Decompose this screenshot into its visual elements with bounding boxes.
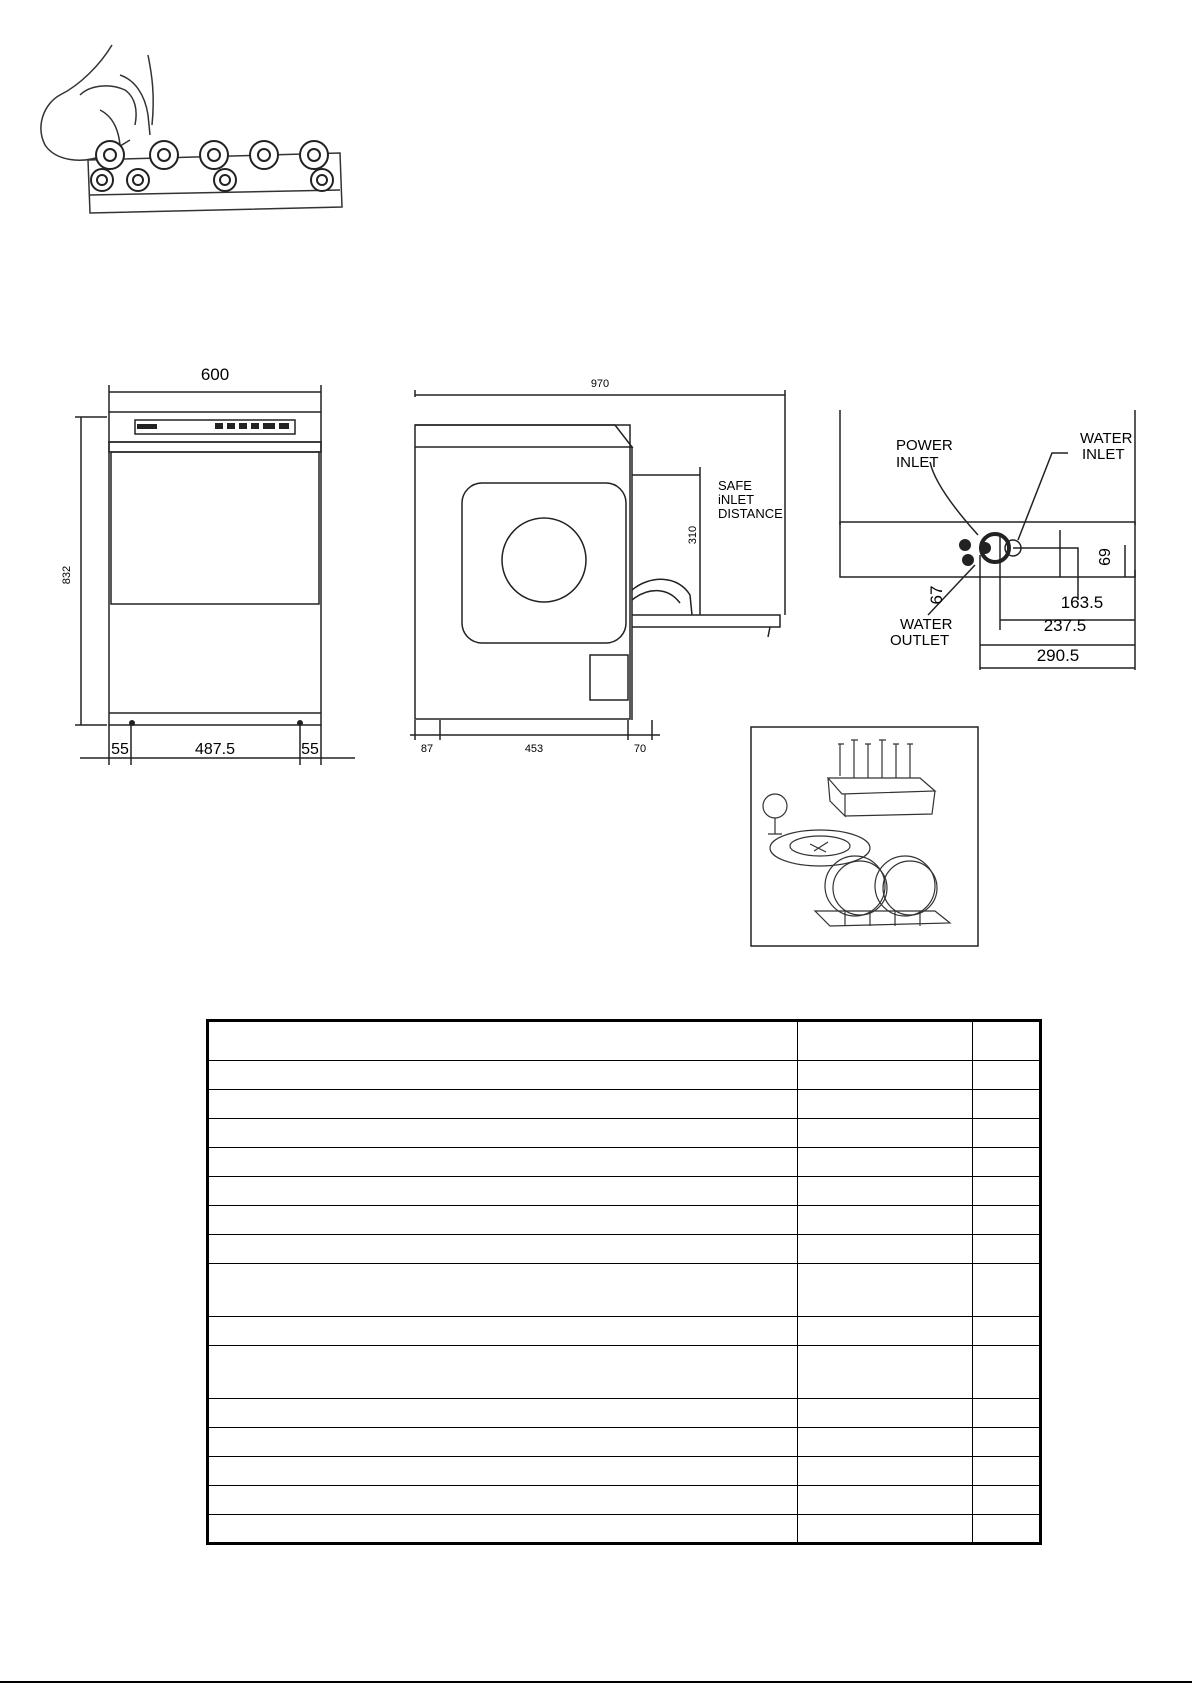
- table-row: [208, 1177, 1041, 1206]
- table-row: [208, 1457, 1041, 1486]
- hand-adjusting-nozzles-illustration: [20, 35, 350, 215]
- table-cell: [973, 1317, 1041, 1346]
- table-cell: [798, 1428, 973, 1457]
- dim-foot-left: 55: [111, 741, 129, 758]
- table-row: [208, 1317, 1041, 1346]
- table-cell: [973, 1428, 1041, 1457]
- table-cell: [973, 1119, 1041, 1148]
- table-row: [208, 1428, 1041, 1457]
- table-cell: [973, 1177, 1041, 1206]
- label-water-inlet-2: INLET: [1082, 446, 1125, 463]
- dim-67: 67: [927, 585, 946, 605]
- dim-290: 290.5: [1036, 646, 1080, 665]
- table-row: [208, 1515, 1041, 1544]
- table-cell: [208, 1061, 798, 1090]
- table-cell: [973, 1061, 1041, 1090]
- spec-table-body: [208, 1021, 1041, 1544]
- label-distance: DISTANCE: [718, 506, 783, 521]
- table-row: [208, 1264, 1041, 1317]
- table-cell: [798, 1235, 973, 1264]
- table-cell: [973, 1346, 1041, 1399]
- header-cell: [973, 1021, 1041, 1061]
- dim-rear: 87: [420, 743, 434, 755]
- table-cell: [798, 1317, 973, 1346]
- table-cell: [798, 1090, 973, 1119]
- dim-middle: 453: [524, 743, 544, 755]
- dim-69: 69: [1097, 548, 1114, 566]
- table-cell: [208, 1177, 798, 1206]
- table-cell: [208, 1399, 798, 1428]
- dim-height: 832: [61, 565, 73, 585]
- table-cell: [208, 1457, 798, 1486]
- table-cell: [208, 1317, 798, 1346]
- table-cell: [798, 1148, 973, 1177]
- table-cell: [973, 1090, 1041, 1119]
- table-row: [208, 1206, 1041, 1235]
- dim-safe-inlet: 310: [687, 525, 699, 545]
- header-cell: [798, 1021, 973, 1061]
- table-cell: [798, 1061, 973, 1090]
- table-cell: [973, 1235, 1041, 1264]
- label-power: POWER: [896, 437, 953, 454]
- dim-foot-span: 487.5: [194, 741, 236, 758]
- table-row: [208, 1090, 1041, 1119]
- table-row: [208, 1061, 1041, 1090]
- table-row: [208, 1148, 1041, 1177]
- table-cell: [798, 1177, 973, 1206]
- table-cell: [798, 1486, 973, 1515]
- table-cell: [973, 1206, 1041, 1235]
- table-cell: [208, 1346, 798, 1399]
- side-view-drawing: [400, 375, 800, 775]
- rear-view-drawing: [820, 405, 1150, 675]
- table-cell: [208, 1486, 798, 1515]
- table-cell: [208, 1264, 798, 1317]
- label-water-outlet-2: OUTLET: [890, 632, 950, 649]
- table-cell: [973, 1148, 1041, 1177]
- table-row: [208, 1486, 1041, 1515]
- table-row: [208, 1119, 1041, 1148]
- table-cell: [208, 1090, 798, 1119]
- dim-foot-right: 55: [301, 741, 319, 758]
- header-cell: [208, 1021, 798, 1061]
- dim-width: 600: [200, 365, 230, 384]
- table-cell: [973, 1457, 1041, 1486]
- label-water-outlet-1: WATER: [900, 616, 953, 633]
- table-cell: [973, 1486, 1041, 1515]
- dim-163: 163.5: [1060, 593, 1104, 612]
- table-cell: [973, 1264, 1041, 1317]
- table-cell: [798, 1264, 973, 1317]
- table-cell: [208, 1515, 798, 1544]
- table-cell: [798, 1457, 973, 1486]
- label-water-inlet-1: WATER: [1080, 430, 1133, 447]
- table-cell: [798, 1399, 973, 1428]
- table-cell: [208, 1148, 798, 1177]
- table-cell: [798, 1346, 973, 1399]
- label-power-inlet: INLET: [896, 454, 939, 471]
- table-cell: [208, 1428, 798, 1457]
- table-cell: [798, 1515, 973, 1544]
- label-safe: SAFE: [718, 478, 752, 493]
- label-inlet: iNLET: [718, 492, 755, 507]
- front-view-drawing: [55, 360, 370, 770]
- table-header-row: [208, 1021, 1041, 1061]
- specification-table: [206, 1019, 1042, 1545]
- table-cell: [208, 1206, 798, 1235]
- dim-237: 237.5: [1043, 616, 1087, 635]
- dim-front: 70: [633, 743, 647, 755]
- table-cell: [798, 1119, 973, 1148]
- table-cell: [973, 1515, 1041, 1544]
- table-cell: [798, 1206, 973, 1235]
- table-row: [208, 1346, 1041, 1399]
- table-row: [208, 1235, 1041, 1264]
- table-row: [208, 1399, 1041, 1428]
- dim-depth: 970: [590, 378, 610, 390]
- footer-rule: [0, 1681, 1192, 1683]
- table-cell: [208, 1235, 798, 1264]
- table-cell: [973, 1399, 1041, 1428]
- table-cell: [208, 1119, 798, 1148]
- racks-illustration: [750, 726, 980, 948]
